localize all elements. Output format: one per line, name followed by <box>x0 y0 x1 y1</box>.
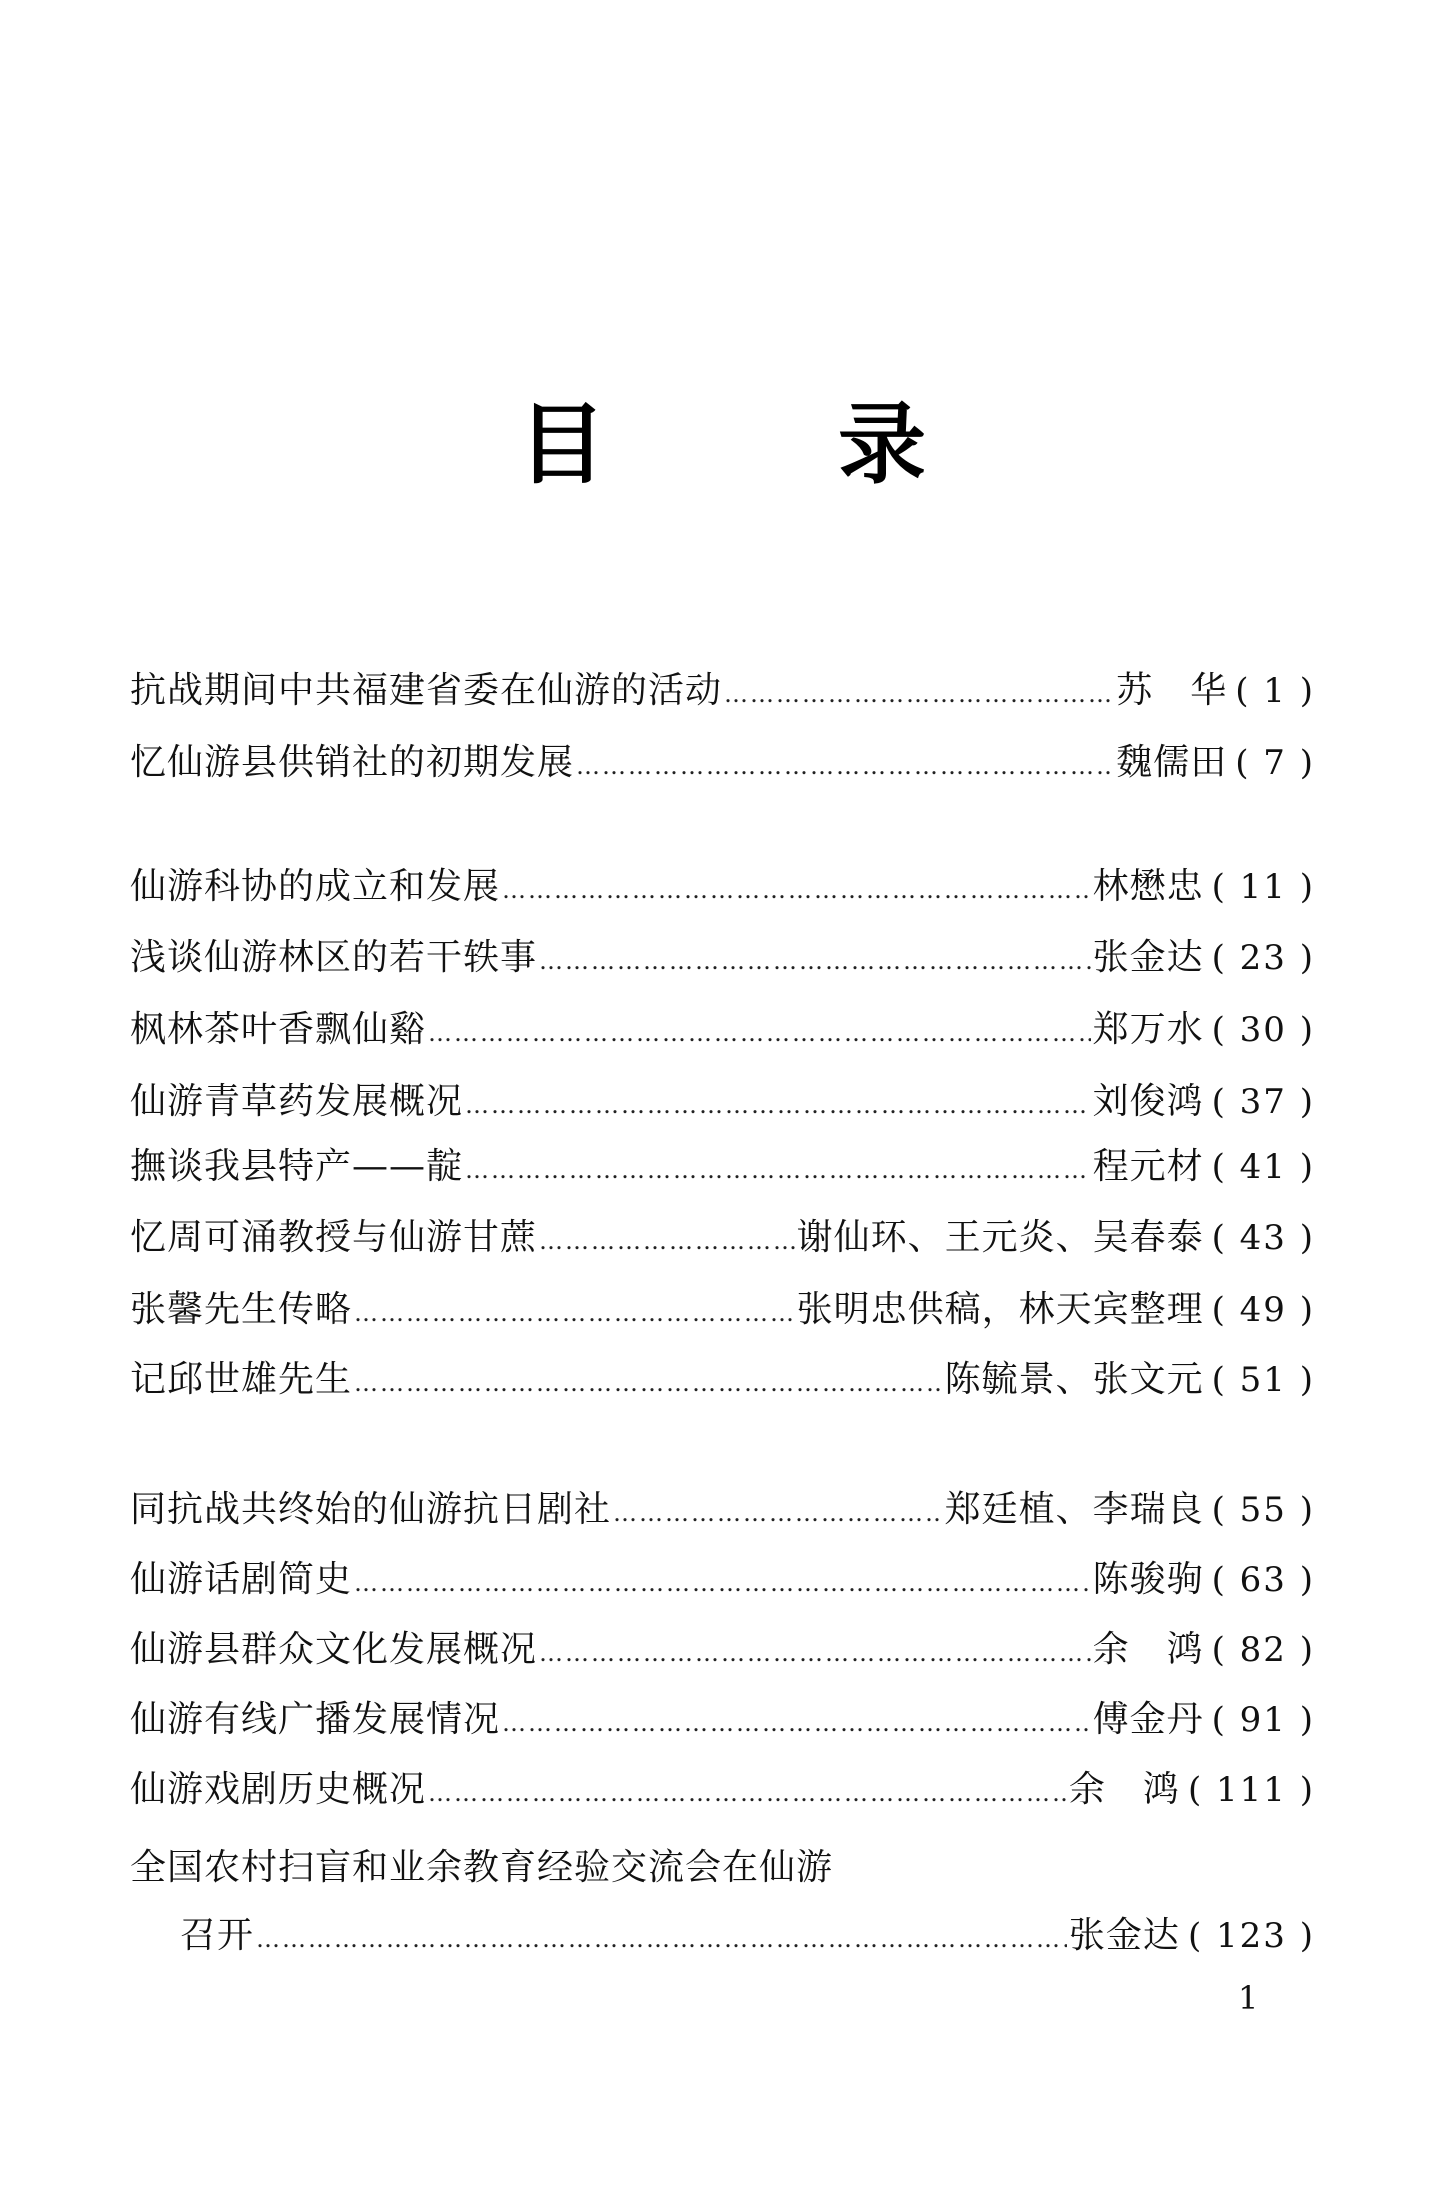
toc-entry-author: 谢仙环、王元炎、吴春泰 <box>796 1217 1204 1258</box>
toc-entry-title: 张馨先生传略 <box>130 1289 353 1330</box>
toc-leader-dots <box>613 1485 943 1541</box>
toc-leader-dots <box>724 666 1114 722</box>
toc-entry-author: 余 鸿 <box>1092 1629 1204 1670</box>
toc-entry-title: 同抗战共终始的仙游抗日剧社 <box>130 1489 612 1530</box>
toc-entry-page: ( 49 ) <box>1212 1282 1315 1338</box>
toc-entry-page: ( 111 ) <box>1188 1762 1315 1818</box>
toc-entry-author: 苏 华 <box>1116 670 1228 711</box>
toc-entry-author: 余 鸿 <box>1068 1769 1180 1810</box>
toc-entry <box>130 1552 1315 1608</box>
toc-leader-dots <box>539 933 1091 989</box>
toc-entry <box>130 1482 1315 1538</box>
toc-leader-dots <box>354 1355 943 1411</box>
toc-entry-page: ( 91 ) <box>1212 1692 1315 1748</box>
toc-entry-page: ( 30 ) <box>1212 1002 1315 1058</box>
toc-entry <box>130 1352 1315 1408</box>
toc-entry <box>130 1692 1315 1748</box>
toc-leader-dots <box>465 1142 1091 1198</box>
toc-entry-page: ( 1 ) <box>1235 663 1315 719</box>
toc-entry-title: 仙游青草药发展概况 <box>130 1081 464 1122</box>
toc-entry-author: 傅金丹 <box>1092 1699 1204 1740</box>
toc-entry-page: ( 43 ) <box>1212 1210 1315 1266</box>
toc-entry-title: 忆仙游县供销社的初期发展 <box>130 742 575 783</box>
toc-entry-title: 浅谈仙游林区的若干轶事 <box>130 937 538 978</box>
toc-entry-author: 陈骏驹 <box>1092 1559 1204 1600</box>
page-heading <box>0 390 1440 500</box>
toc-entry-author: 刘俊鸿 <box>1092 1081 1204 1122</box>
toc-entry-title: 仙游话剧简史 <box>130 1559 353 1600</box>
toc-entry-page: ( 55 ) <box>1212 1482 1315 1538</box>
page-number: 1 <box>1238 1979 1259 2017</box>
toc-entry-page: ( 123 ) <box>1188 1908 1315 1964</box>
toc-entry-page: ( 23 ) <box>1212 930 1315 986</box>
toc-leader-dots <box>502 1695 1091 1751</box>
toc-entry-author: 张明忠供稿，林天宾整理 <box>796 1289 1204 1330</box>
toc-leader-dots <box>428 1765 1067 1821</box>
toc-entry-author: 郑廷植、李瑞良 <box>944 1489 1204 1530</box>
toc-entry-title: 枫林茶叶香飘仙谿 <box>130 1009 427 1050</box>
toc-entry-author: 魏儒田 <box>1116 742 1228 783</box>
toc-leader-dots <box>576 738 1114 794</box>
toc-entry <box>130 1622 1315 1678</box>
toc-entry-title: 仙游戏剧历史概况 <box>130 1769 427 1810</box>
toc-entry-page: ( 63 ) <box>1212 1552 1315 1608</box>
toc-entry <box>130 930 1315 986</box>
toc-entry-page: ( 11 ) <box>1212 859 1315 915</box>
toc-entry <box>130 1074 1315 1130</box>
toc-entry-title: 忆周可涌教授与仙游甘蔗 <box>130 1217 538 1258</box>
toc-entry <box>130 663 1315 719</box>
toc-entry-author: 程元材 <box>1092 1146 1204 1187</box>
toc-entry-title-line1 <box>130 1840 1315 1896</box>
toc-entry <box>130 1210 1315 1266</box>
toc-leader-dots <box>502 862 1091 918</box>
toc-entry-title: 记邱世雄先生 <box>130 1359 353 1400</box>
toc-leader-dots <box>256 1911 1067 1967</box>
toc-entry-title: 仙游有线广播发展情况 <box>130 1699 501 1740</box>
toc-entry <box>130 1002 1315 1058</box>
heading-char-mu: 目 <box>518 393 607 496</box>
toc-entry-author: 陈毓景、张文元 <box>944 1359 1204 1400</box>
toc-entry-page: ( 37 ) <box>1212 1074 1315 1130</box>
toc-leader-dots <box>354 1285 795 1341</box>
toc-entry-title: 撫谈我县特产——靛 <box>130 1146 464 1187</box>
toc-entry-page: ( 7 ) <box>1235 735 1315 791</box>
toc-entry-author: 张金达 <box>1092 937 1204 978</box>
toc-entry-title: 仙游县群众文化发展概况 <box>130 1629 538 1670</box>
toc-leader-dots <box>539 1625 1091 1681</box>
toc-entry-title-continued: 召开 <box>180 1915 255 1956</box>
toc-entry-author: 郑万水 <box>1092 1009 1204 1050</box>
toc-entry <box>130 859 1315 915</box>
toc-leader-dots <box>539 1213 795 1269</box>
toc-entry-page: ( 41 ) <box>1212 1139 1315 1195</box>
toc-entry-author: 林懋忠 <box>1092 866 1204 907</box>
toc-entry <box>130 1282 1315 1338</box>
toc-entry-title: 仙游科协的成立和发展 <box>130 866 501 907</box>
toc-entry-author: 张金达 <box>1068 1915 1180 1956</box>
toc-entry <box>130 735 1315 791</box>
toc-entry <box>130 1139 1315 1195</box>
toc-entry <box>130 1762 1315 1818</box>
toc-entry-title: 抗战期间中共福建省委在仙游的活动 <box>130 670 723 711</box>
toc-entry <box>180 1908 1315 1964</box>
toc-leader-dots <box>465 1077 1091 1133</box>
toc-entry-page: ( 51 ) <box>1212 1352 1315 1408</box>
toc-leader-dots <box>428 1005 1091 1061</box>
toc-leader-dots <box>354 1555 1091 1611</box>
heading-char-lu: 录 <box>838 393 927 496</box>
toc-entry-title: 全国农村扫盲和业余教育经验交流会在仙游 <box>130 1847 834 1888</box>
toc-entry-page: ( 82 ) <box>1212 1622 1315 1678</box>
